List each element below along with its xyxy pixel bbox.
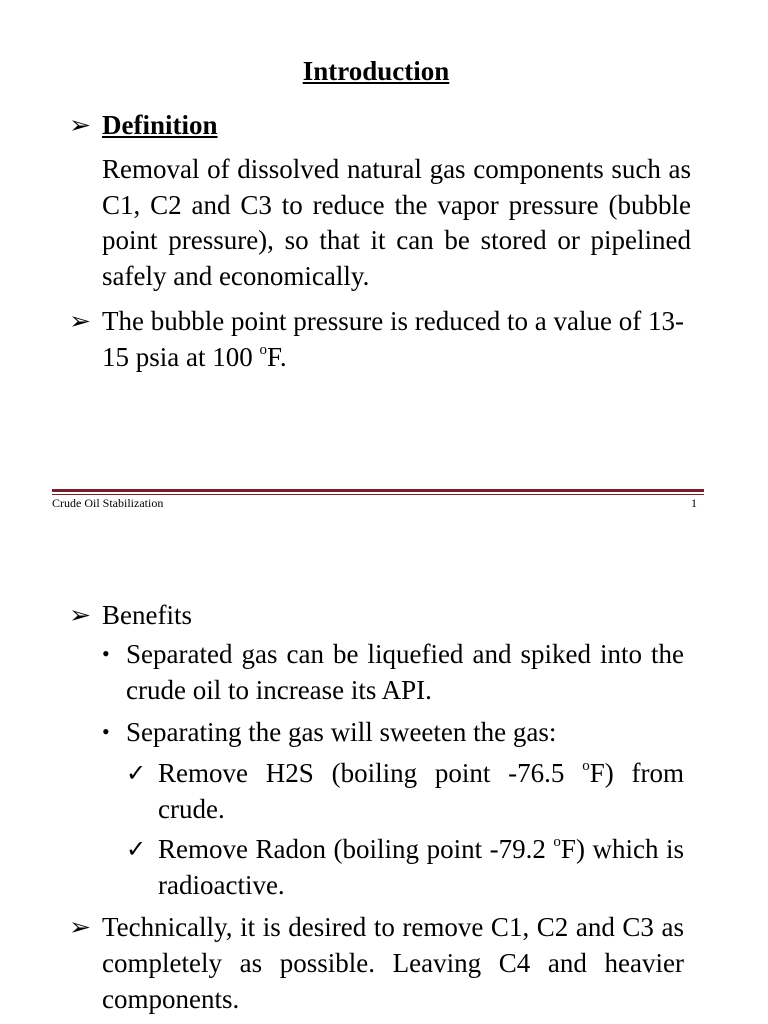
arrow-bullet-icon: ➢ <box>68 111 92 139</box>
benefits-heading: Benefits <box>102 600 192 630</box>
footer-title: Crude Oil Stabilization <box>52 496 164 510</box>
degree-superscript: o <box>259 342 267 358</box>
footer-rule <box>52 489 704 492</box>
definition-bullet <box>70 107 690 143</box>
slide-page-2 <box>0 525 768 1024</box>
sub-item-h2s <box>126 755 684 827</box>
sub-item-radon <box>126 831 684 903</box>
technically-text: Technically, it is desired to remove C1, C2 and C3 as completely as possible. Leaving C4 and heavier components. <box>102 912 684 1014</box>
footer-rule-thin <box>52 494 704 495</box>
arrow-bullet-icon: ➢ <box>68 601 92 629</box>
benefit-item-2 <box>102 714 684 750</box>
degree-superscript: o <box>582 758 590 774</box>
benefit-2-text: Separating the gas will sweeten the gas: <box>126 717 557 747</box>
benefits-bullet <box>70 597 690 633</box>
benefit-1-text: Separated gas can be liquefied and spiked into the crude oil to increase its API. <box>126 639 684 705</box>
page-number: 1 <box>691 496 697 510</box>
benefit-item-1 <box>102 636 684 708</box>
sub-item-radon-text: Remove Radon (boiling point -79.2 $^o$F) which is radioactive. <box>158 834 685 900</box>
definition-text: Removal of dissolved natural gas components such as C1, C2 and C3 to reduce the vapor pressure (bubble point pressure), so that it can be stored or pipelined safely and economically. <box>102 154 691 291</box>
checkmark-icon: ✓ <box>126 835 147 863</box>
round-bullet-icon: • <box>102 719 110 744</box>
page-title: Introduction <box>302 56 450 86</box>
definition-heading: Definition <box>102 110 218 140</box>
round-bullet-icon: • <box>102 641 110 666</box>
degree-superscript: o <box>553 834 561 850</box>
checkmark-icon: ✓ <box>126 759 147 787</box>
arrow-bullet-icon: ➢ <box>68 307 92 335</box>
bubble-point-bullet <box>70 303 684 375</box>
bubble-point-text: The bubble point pressure is reduced to a value of 13-15 psia at 100 $^o$F. <box>102 306 684 372</box>
sub-item-h2s-text: Remove H2S (boiling point -76.5 $^o$F) from crude. <box>158 758 685 824</box>
arrow-bullet-icon: ➢ <box>68 913 92 941</box>
technically-bullet <box>70 909 684 1017</box>
